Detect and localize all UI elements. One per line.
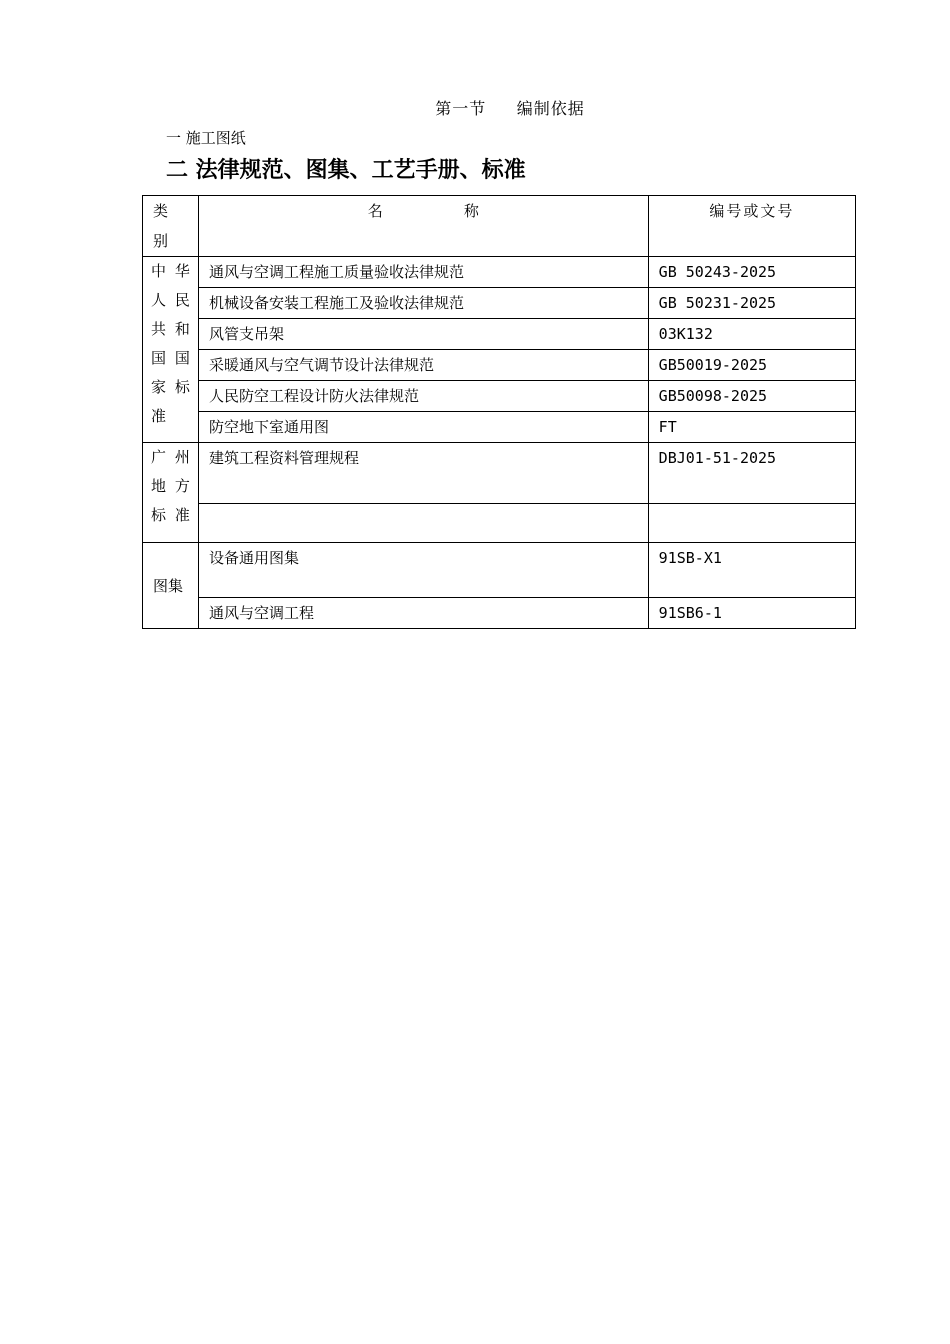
header-category: 类 别 (143, 196, 199, 257)
table-row (143, 319, 856, 350)
table-row (143, 543, 856, 598)
standard-code (648, 504, 855, 543)
table-row (143, 381, 856, 412)
standard-name: 防空地下室通用图 (198, 412, 648, 443)
table-row (143, 443, 856, 504)
heading-construction-drawings: 一 施工图纸 (166, 129, 246, 147)
table-row (143, 412, 856, 443)
standard-code: 03K132 (648, 319, 855, 350)
header-name: 名 称 (198, 196, 648, 257)
section-title: 第一节 编制依据 (435, 99, 585, 118)
table-header-row (143, 196, 856, 257)
table-row (143, 350, 856, 381)
table-row (143, 257, 856, 288)
standard-name: 通风与空调工程施工质量验收法律规范 (198, 257, 648, 288)
standard-code: GB50019-2025 (648, 350, 855, 381)
table-row (143, 504, 856, 543)
table-row (143, 288, 856, 319)
standard-code: GB 50243-2025 (648, 257, 855, 288)
standard-name: 设备通用图集 (198, 543, 648, 598)
standard-name: 机械设备安装工程施工及验收法律规范 (198, 288, 648, 319)
category-local: 广州地方标准 (143, 443, 199, 543)
category-atlas: 图集 (143, 543, 199, 629)
standard-code: FT (648, 412, 855, 443)
standard-name: 采暖通风与空气调节设计法律规范 (198, 350, 648, 381)
category-national: 中华人民共和国国家标准 (143, 257, 199, 443)
standard-code: DBJ01-51-2025 (648, 443, 855, 504)
table-row (143, 598, 856, 629)
standard-name: 人民防空工程设计防火法律规范 (198, 381, 648, 412)
standard-code: GB50098-2025 (648, 381, 855, 412)
header-code: 编号或文号 (648, 196, 855, 257)
standard-name: 风管支吊架 (198, 319, 648, 350)
standard-name: 建筑工程资料管理规程 (198, 443, 648, 504)
standard-name (198, 504, 648, 543)
standard-name: 通风与空调工程 (198, 598, 648, 629)
standard-code: 91SB-X1 (648, 543, 855, 598)
heading-standards: 二 法律规范、图集、工艺手册、标准 (166, 158, 526, 183)
standard-code: 91SB6-1 (648, 598, 855, 629)
standards-table (142, 195, 856, 629)
standard-code: GB 50231-2025 (648, 288, 855, 319)
